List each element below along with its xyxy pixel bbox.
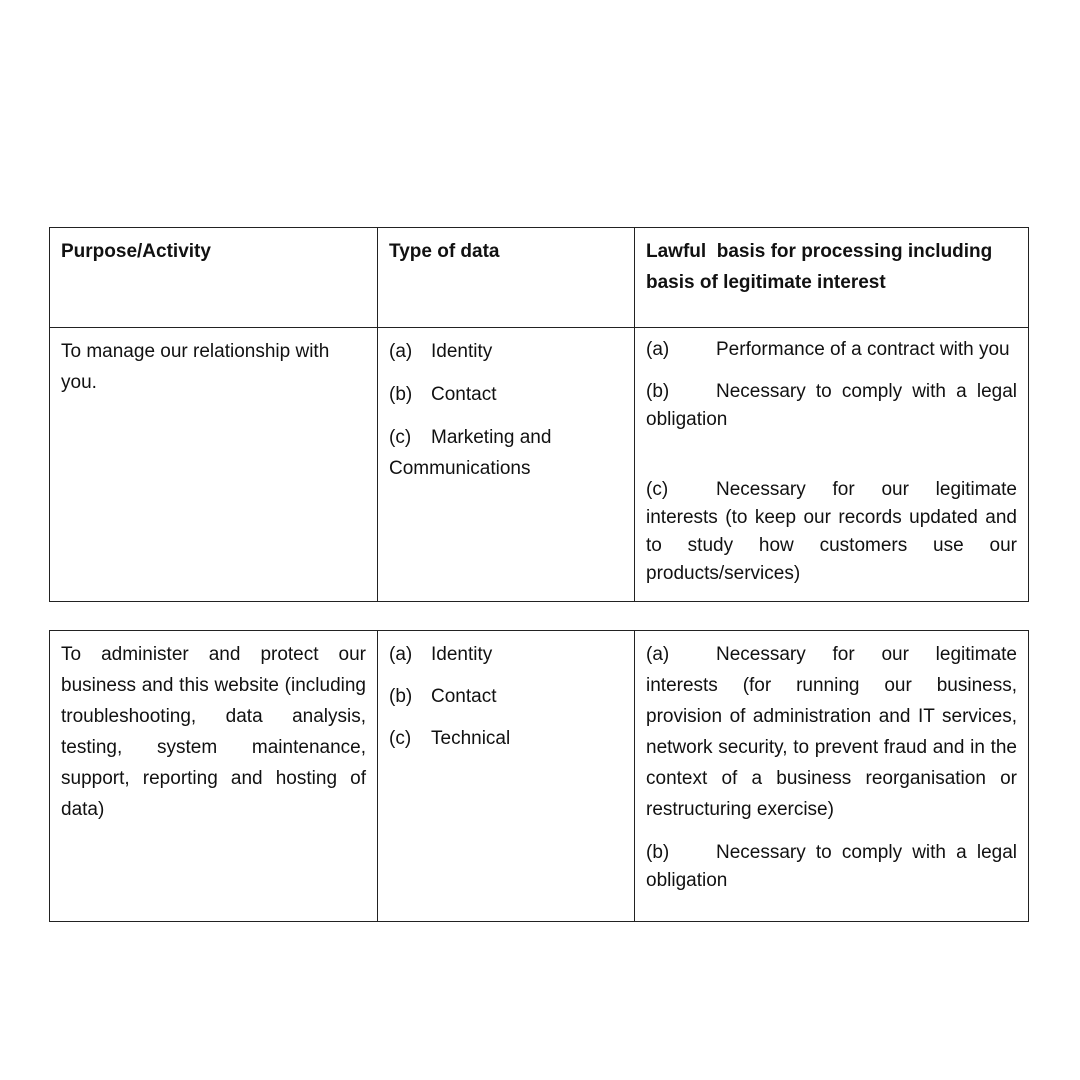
list-marker: (c) (389, 427, 412, 448)
list-marker: (a) (646, 644, 670, 665)
data-type-label: Marketing and (431, 427, 552, 448)
data-type-cell (378, 631, 635, 921)
list-item (389, 681, 623, 712)
purpose-cell (50, 328, 378, 601)
lawful-basis-table-part1 (49, 227, 1029, 602)
basis-text: Necessary for our legitimate interests (to keep our records updated and to study how customers use our products/services) (646, 479, 1017, 584)
basis-item (646, 378, 1017, 434)
list-marker: (a) (389, 341, 413, 362)
list-marker: (a) (389, 644, 413, 665)
data-type-cell (378, 328, 635, 601)
basis-item (646, 839, 1017, 895)
data-type-label: Contact (431, 686, 497, 707)
basis-text: Performance of a contract with you (716, 339, 1010, 360)
header-lawful-basis-line2: basis of legitimate interest (646, 272, 886, 293)
list-marker: (b) (646, 842, 670, 863)
purpose-cell (50, 631, 378, 921)
list-marker: (c) (389, 728, 412, 749)
list-marker: (c) (646, 479, 669, 500)
list-item (389, 639, 623, 670)
basis-cell (635, 631, 1028, 921)
header-lawful-basis (635, 228, 1028, 327)
list-item (389, 422, 623, 453)
header-type-of-data: Type of data (378, 228, 635, 327)
list-marker: (a) (646, 339, 670, 360)
basis-text: Necessary for our legitimate interests (for running our business, provision of administration and IT services, network security, to prevent fraud and in the context of a business reorganisation or restructuring exercise) (646, 644, 1017, 820)
purpose-text: To manage our relationship with you. (61, 341, 330, 393)
header-purpose: Purpose/Activity (50, 228, 378, 327)
basis-item (646, 639, 1017, 825)
basis-cell (635, 328, 1028, 601)
basis-text: Necessary to comply with a legal obligation (646, 842, 1017, 891)
table-row (50, 631, 1028, 921)
table-row (50, 327, 1028, 601)
data-type-label: Identity (431, 644, 493, 665)
data-type-label: Contact (431, 384, 497, 405)
basis-item (646, 336, 1017, 364)
list-item (389, 723, 623, 754)
list-marker: (b) (389, 384, 413, 405)
basis-item (646, 476, 1017, 588)
list-marker: (b) (389, 686, 413, 707)
list-item (389, 379, 623, 410)
data-type-label: Identity (431, 341, 493, 362)
table-header-row (50, 228, 1028, 327)
lawful-basis-table-part2 (49, 630, 1029, 922)
purpose-text: To administer and protect our business and this website (including troubleshooting, data analysis, testing, system maintenance, support, reporting and hosting of data) (61, 644, 366, 820)
list-item (389, 336, 623, 367)
data-type-label-continued: Communications (389, 458, 531, 479)
header-lawful-basis-line1: Lawful basis for processing including (646, 241, 993, 262)
list-marker: (b) (646, 381, 670, 402)
data-type-label: Technical (431, 728, 511, 749)
basis-text: Necessary to comply with a legal obligation (646, 381, 1017, 430)
